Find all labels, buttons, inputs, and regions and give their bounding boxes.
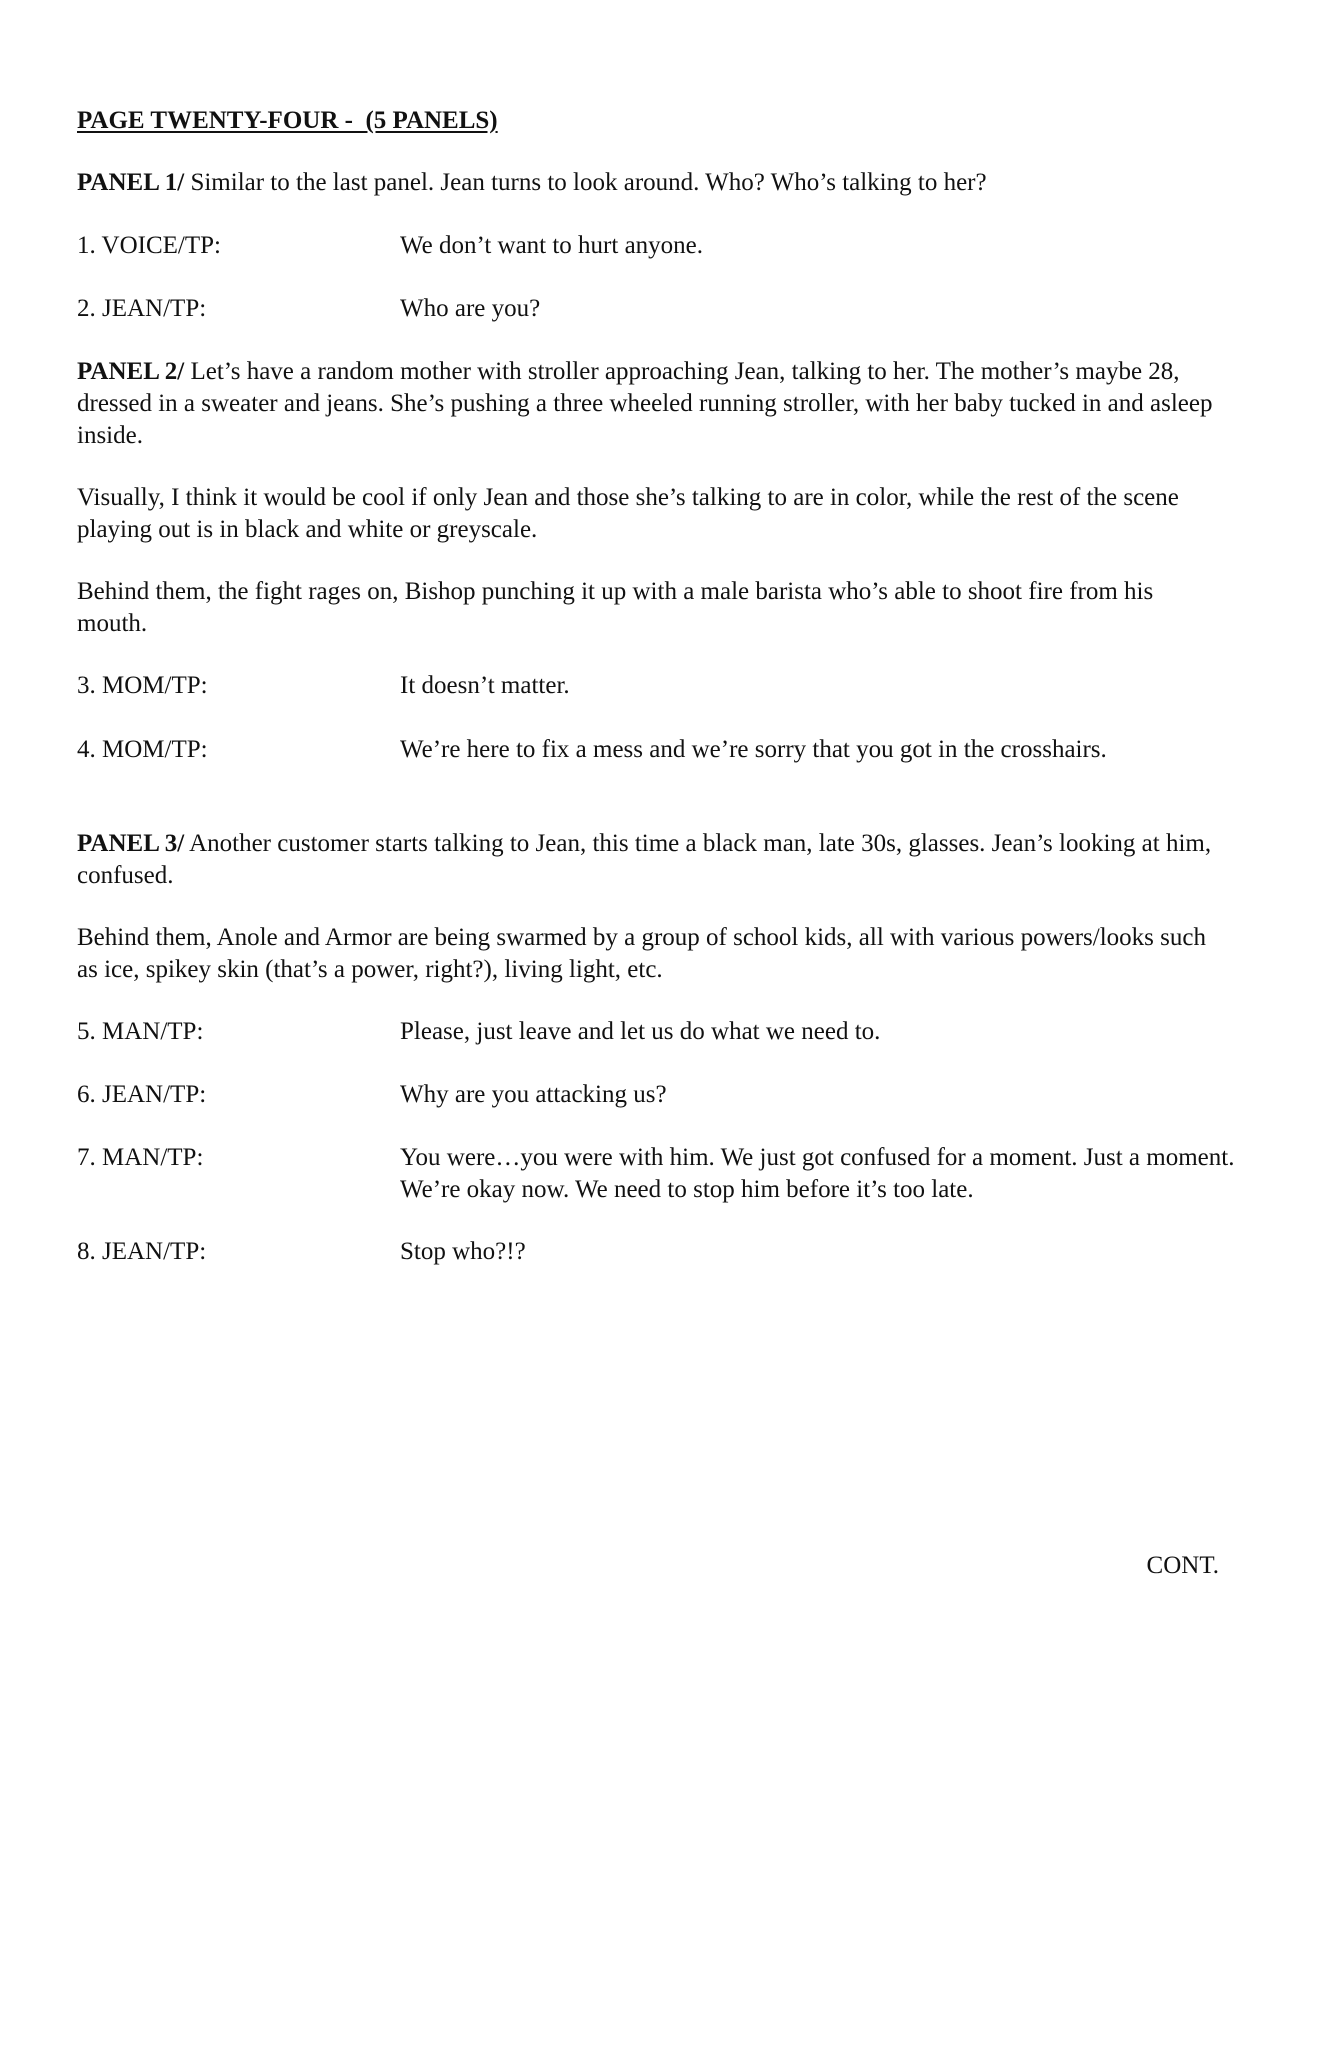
- dialogue-speaker: 3. MOM/TP:: [77, 672, 208, 699]
- panel-3-text: Another customer starts talking to Jean, this time a black man, late 30s, glasses. Jean’s looking at him, confused.: [77, 830, 1212, 889]
- page-title: PAGE TWENTY-FOUR - (5 PANELS): [77, 107, 498, 134]
- panel-2-label: PANEL 2/: [77, 358, 185, 385]
- panel-2-visual-note: Visually, I think it would be cool if only Jean and those she’s talking to are in color, while the rest of the scene playing out is in black and white or greyscale.: [77, 484, 1179, 543]
- dialogue-line: Why are you attacking us?: [400, 1081, 667, 1108]
- panel-1-description: [77, 167, 1227, 199]
- panel-2-description: [77, 356, 1227, 452]
- panel-1-label: PANEL 1/: [77, 169, 185, 196]
- dialogue-line: It doesn’t matter.: [400, 672, 570, 699]
- panel-3-description: [77, 828, 1227, 892]
- panel-3-label: PANEL 3/: [77, 830, 185, 857]
- continued-marker: CONT.: [1146, 1552, 1219, 1579]
- dialogue-line: We don’t want to hurt anyone.: [400, 232, 704, 259]
- dialogue-speaker: 5. MAN/TP:: [77, 1018, 204, 1045]
- dialogue-line: Who are you?: [400, 295, 541, 322]
- dialogue-speaker: 2. JEAN/TP:: [77, 295, 207, 322]
- dialogue-speaker: 4. MOM/TP:: [77, 736, 208, 763]
- dialogue-speaker: 7. MAN/TP:: [77, 1144, 204, 1171]
- dialogue-speaker: 6. JEAN/TP:: [77, 1081, 207, 1108]
- dialogue-speaker: 1. VOICE/TP:: [77, 232, 221, 259]
- dialogue-line: Please, just leave and let us do what we need to.: [400, 1018, 881, 1045]
- dialogue-speaker: 8. JEAN/TP:: [77, 1238, 207, 1265]
- dialogue-line: Stop who?!?: [400, 1238, 526, 1265]
- dialogue-line: You were…you were with him. We just got confused for a moment. Just a moment. We’re okay now. We need to stop him before it’s too late.: [400, 1144, 1235, 1203]
- panel-3-background-note: Behind them, Anole and Armor are being swarmed by a group of school kids, all with various powers/looks such as ice, spikey skin (that’s a power, right?), living light, etc.: [77, 924, 1206, 983]
- panel-2-text: Let’s have a random mother with stroller approaching Jean, talking to her. The mother’s maybe 28, dressed in a sweater and jeans. She’s pushing a three wheeled running stroller, with her baby tucked in and asleep inside.: [77, 358, 1213, 449]
- panel-1-text: Similar to the last panel. Jean turns to look around. Who? Who’s talking to her?: [190, 169, 987, 196]
- panel-2-background-note: Behind them, the fight rages on, Bishop punching it up with a male barista who’s able to shoot fire from his mouth.: [77, 578, 1154, 637]
- dialogue-line: We’re here to fix a mess and we’re sorry that you got in the crosshairs.: [400, 736, 1107, 763]
